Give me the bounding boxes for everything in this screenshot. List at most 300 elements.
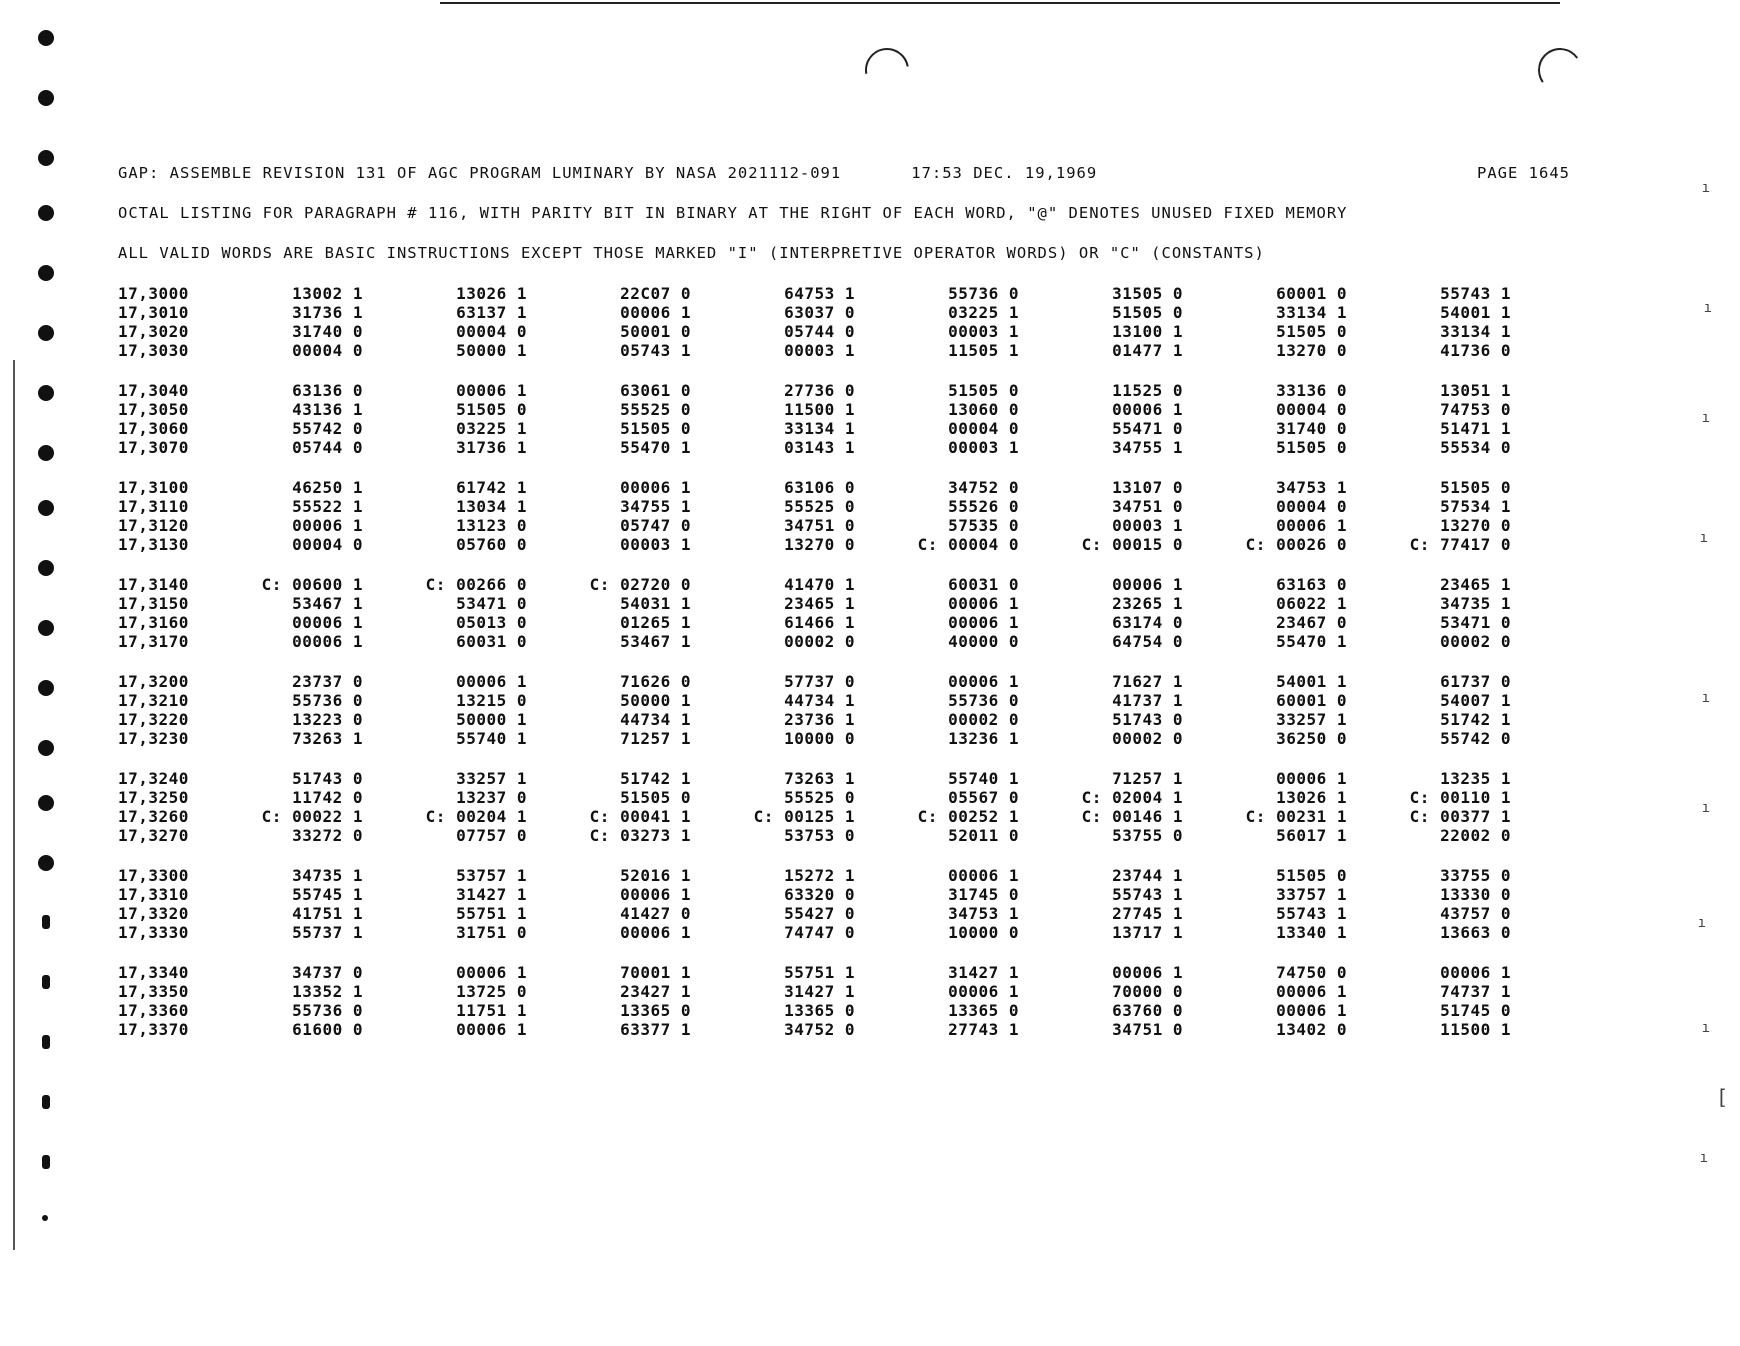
octal-word: 13215 0 [456,691,527,710]
octal-word: 01265 1 [620,613,691,632]
octal-word: 23465 1 [1440,575,1511,594]
octal-word: 00006 1 [1276,516,1347,535]
octal-word: 05760 0 [456,535,527,554]
octal-word: 63137 1 [456,303,527,322]
octal-word: 41751 1 [292,904,363,923]
octal-word: 23744 1 [1112,866,1183,885]
octal-word: 13034 1 [456,497,527,516]
octal-word: 27745 1 [1112,904,1183,923]
octal-word: 00006 1 [292,516,363,535]
listing-row [118,788,1511,807]
listing-row [118,904,1511,923]
octal-word: 55471 0 [1112,419,1183,438]
octal-word: 46250 1 [292,478,363,497]
octal-word: 43757 0 [1440,904,1511,923]
octal-word: 64754 0 [1112,632,1183,651]
octal-word: 27736 0 [784,381,855,400]
octal-word: 00004 0 [456,322,527,341]
octal-word: 13663 0 [1440,923,1511,942]
octal-word: 52016 1 [620,866,691,885]
listing-row [118,691,1511,710]
octal-word: 11525 0 [1112,381,1183,400]
listing-block [118,963,1511,1039]
punch-hole [38,795,54,811]
punch-hole [42,1155,50,1169]
octal-word: 55751 1 [456,904,527,923]
octal-word: 00006 1 [1112,575,1183,594]
assembly-timestamp: 17:53 DEC. 19,1969 [911,164,1098,182]
header-line-2 [118,204,1570,244]
octal-word: 31751 0 [456,923,527,942]
octal-word: 00006 1 [620,885,691,904]
address: 17,3150 [118,594,189,613]
octal-word: 10000 0 [784,729,855,748]
octal-word: 74750 0 [1276,963,1347,982]
octal-word: 11505 1 [948,341,1019,360]
octal-word: 44734 1 [620,710,691,729]
octal-word: 00006 1 [292,632,363,651]
octal-word: 34752 0 [948,478,1019,497]
octal-word: 34755 1 [620,497,691,516]
octal-word: 61466 1 [784,613,855,632]
listing-row [118,594,1511,613]
octal-word: 55743 1 [1276,904,1347,923]
octal-word: 00004 0 [948,419,1019,438]
listing-block [118,866,1511,942]
octal-word: 23736 1 [784,710,855,729]
octal-word: 55736 0 [948,284,1019,303]
address: 17,3210 [118,691,189,710]
octal-word: 33136 0 [1276,381,1347,400]
address: 17,3310 [118,885,189,904]
octal-word: 05744 0 [784,322,855,341]
punch-hole [38,265,54,281]
listing-block [118,575,1511,651]
octal-word: 31745 0 [948,885,1019,904]
octal-word: 00006 1 [1112,400,1183,419]
octal-word: 13026 1 [456,284,527,303]
octal-word: 60001 0 [1276,691,1347,710]
octal-word: C: 00204 1 [425,807,527,826]
octal-word: 13235 1 [1440,769,1511,788]
listing-row [118,322,1511,341]
octal-word: 34735 1 [1440,594,1511,613]
listing-header [118,164,1570,284]
punch-holes [38,30,58,1340]
listing-row [118,1001,1511,1020]
octal-word: 34752 0 [784,1020,855,1039]
octal-word: 70000 0 [1112,982,1183,1001]
octal-word: 52011 0 [948,826,1019,845]
listing-block [118,478,1511,554]
listing-row [118,769,1511,788]
octal-word: 61742 1 [456,478,527,497]
octal-word: 00004 0 [1276,400,1347,419]
octal-word: C: 02720 0 [589,575,691,594]
octal-word: 33757 1 [1276,885,1347,904]
octal-word: 51743 0 [1112,710,1183,729]
octal-word: 31736 1 [456,438,527,457]
octal-word: 23467 0 [1276,613,1347,632]
octal-word: 23427 1 [620,982,691,1001]
octal-word: 74747 0 [784,923,855,942]
octal-word: 13365 0 [620,1001,691,1020]
octal-word: C: 00266 0 [425,575,527,594]
octal-word: 51505 0 [1276,322,1347,341]
address: 17,3370 [118,1020,189,1039]
listing-row [118,866,1511,885]
listing-row [118,826,1511,845]
listing-row [118,303,1511,322]
octal-word: C: 00041 1 [589,807,691,826]
octal-word: 34753 1 [948,904,1019,923]
listing-row [118,632,1511,651]
octal-word: C: 00600 1 [261,575,363,594]
address: 17,3340 [118,963,189,982]
octal-word: 51505 0 [620,788,691,807]
octal-word: 53753 0 [784,826,855,845]
octal-word: 13100 1 [1112,322,1183,341]
listing-row [118,672,1511,691]
octal-word: 55526 0 [948,497,1019,516]
octal-word: 55525 0 [620,400,691,419]
octal-word: 00006 1 [456,963,527,982]
octal-word: 13107 0 [1112,478,1183,497]
page-number: PAGE 1645 [1477,164,1570,182]
punch-hole [38,855,54,871]
octal-word: 51505 0 [1276,438,1347,457]
octal-word: 05013 0 [456,613,527,632]
address: 17,3350 [118,982,189,1001]
octal-word: 13123 0 [456,516,527,535]
octal-word: 13060 0 [948,400,1019,419]
octal-word: 31736 1 [292,303,363,322]
octal-word: 71626 0 [620,672,691,691]
octal-word: 71627 1 [1112,672,1183,691]
octal-word: 00004 0 [292,535,363,554]
octal-word: 13365 0 [784,1001,855,1020]
octal-word: 34755 1 [1112,438,1183,457]
punch-hole [42,915,50,929]
address: 17,3060 [118,419,189,438]
octal-word: 00002 0 [1440,632,1511,651]
address: 17,3170 [118,632,189,651]
octal-word: 54001 1 [1440,303,1511,322]
octal-word: 13270 0 [1276,341,1347,360]
octal-word: 55427 0 [784,904,855,923]
listing-row [118,497,1511,516]
punch-hole [42,1215,48,1221]
left-margin-rule [13,360,15,1250]
octal-word: 00006 1 [620,478,691,497]
octal-word: 41736 0 [1440,341,1511,360]
octal-word: 55525 0 [784,497,855,516]
top-rule [440,2,1560,4]
header-line-1 [118,164,1570,204]
octal-word: 55736 0 [948,691,1019,710]
scan-mark [1535,45,1586,96]
octal-word: 05743 1 [620,341,691,360]
octal-word: 00003 1 [620,535,691,554]
octal-word: 00006 1 [1276,1001,1347,1020]
listing-row [118,1020,1511,1039]
address: 17,3320 [118,904,189,923]
octal-word: 55522 1 [292,497,363,516]
octal-word: 53757 1 [456,866,527,885]
listing-row [118,613,1511,632]
octal-word: 33134 1 [1440,322,1511,341]
octal-word: C: 03273 1 [589,826,691,845]
octal-word: 11751 1 [456,1001,527,1020]
octal-word: 60031 0 [948,575,1019,594]
octal-word: C: 00125 1 [753,807,855,826]
octal-word: 00006 1 [948,982,1019,1001]
octal-word: 13270 0 [1440,516,1511,535]
octal-word: 00002 0 [1112,729,1183,748]
octal-word: 51745 0 [1440,1001,1511,1020]
octal-word: 51505 0 [1112,303,1183,322]
octal-word: 34735 1 [292,866,363,885]
address: 17,3000 [118,284,189,303]
octal-word: 11500 1 [784,400,855,419]
header-line-3 [118,244,1570,284]
octal-word: 63377 1 [620,1020,691,1039]
octal-word: 63037 0 [784,303,855,322]
octal-word: 00006 1 [456,672,527,691]
octal-word: 34751 0 [1112,497,1183,516]
octal-word: 01477 1 [1112,341,1183,360]
address: 17,3030 [118,341,189,360]
octal-word: 23265 1 [1112,594,1183,613]
listing-row [118,478,1511,497]
octal-word: 61737 0 [1440,672,1511,691]
octal-word: 50001 0 [620,322,691,341]
octal-word: 70001 1 [620,963,691,982]
listing-legend: ALL VALID WORDS ARE BASIC INSTRUCTIONS EXCEPT THOSE MARKED "I" (INTERPRETIVE OPERATOR WORDS) OR "C" (CONSTANTS) [118,244,1265,262]
address: 17,3110 [118,497,189,516]
octal-word: 23737 0 [292,672,363,691]
octal-word: 51505 0 [948,381,1019,400]
octal-word: 22002 0 [1440,826,1511,845]
octal-word: C: 00231 1 [1245,807,1347,826]
address: 17,3020 [118,322,189,341]
octal-word: 74753 0 [1440,400,1511,419]
octal-word: 51505 0 [456,400,527,419]
octal-word: 13236 1 [948,729,1019,748]
octal-word: 51743 0 [292,769,363,788]
octal-word: 13051 1 [1440,381,1511,400]
octal-word: C: 77417 0 [1409,535,1511,554]
octal-word: 00006 1 [1276,982,1347,1001]
octal-word: 44734 1 [784,691,855,710]
octal-word: 63760 0 [1112,1001,1183,1020]
octal-word: 34751 0 [784,516,855,535]
listing-block [118,769,1511,845]
octal-word: 13717 1 [1112,923,1183,942]
octal-word: 15272 1 [784,866,855,885]
octal-word: 53755 0 [1112,826,1183,845]
address: 17,3300 [118,866,189,885]
octal-word: 11742 0 [292,788,363,807]
octal-word: 55740 1 [456,729,527,748]
octal-word: C: 00026 0 [1245,535,1347,554]
octal-word: 55525 0 [784,788,855,807]
octal-word: 33272 0 [292,826,363,845]
octal-word: C: 00004 0 [917,535,1019,554]
listing-row [118,923,1511,942]
listing-row [118,729,1511,748]
octal-word: 33134 1 [784,419,855,438]
octal-word: C: 00252 1 [917,807,1019,826]
octal-word: 55745 1 [292,885,363,904]
octal-word: 00006 1 [1112,963,1183,982]
octal-word: 31427 1 [784,982,855,1001]
octal-word: C: 00377 1 [1409,807,1511,826]
octal-word: 00006 1 [1276,769,1347,788]
octal-word: 13725 0 [456,982,527,1001]
octal-word: 73263 1 [292,729,363,748]
octal-word: 13330 0 [1440,885,1511,904]
octal-word: 60001 0 [1276,284,1347,303]
address: 17,3240 [118,769,189,788]
octal-word: 13340 1 [1276,923,1347,942]
octal-word: 53467 1 [292,594,363,613]
octal-word: 54001 1 [1276,672,1347,691]
address: 17,3270 [118,826,189,845]
octal-word: 63163 0 [1276,575,1347,594]
octal-word: 00006 1 [948,613,1019,632]
octal-word: 51505 0 [620,419,691,438]
octal-word: 13352 1 [292,982,363,1001]
address: 17,3050 [118,400,189,419]
octal-word: 00006 1 [620,923,691,942]
octal-word: 00003 1 [784,341,855,360]
octal-word: 55470 1 [620,438,691,457]
listing-row [118,381,1511,400]
octal-word: 23465 1 [784,594,855,613]
octal-word: 57534 1 [1440,497,1511,516]
octal-word: 33134 1 [1276,303,1347,322]
octal-word: C: 02004 1 [1081,788,1183,807]
punch-hole [38,385,54,401]
address: 17,3130 [118,535,189,554]
octal-word: 64753 1 [784,284,855,303]
octal-word: 51742 1 [1440,710,1511,729]
octal-listing [118,284,1511,1060]
octal-word: 63106 0 [784,478,855,497]
octal-word: 51505 0 [1276,866,1347,885]
octal-word: 71257 1 [620,729,691,748]
octal-word: 00006 1 [948,594,1019,613]
listing-block [118,381,1511,457]
address: 17,3260 [118,807,189,826]
octal-word: 55736 0 [292,1001,363,1020]
address: 17,3330 [118,923,189,942]
address: 17,3160 [118,613,189,632]
punch-hole [38,740,54,756]
octal-word: 33257 1 [1276,710,1347,729]
listing-row [118,284,1511,303]
listing-row [118,963,1511,982]
octal-word: 34751 0 [1112,1020,1183,1039]
listing-description: OCTAL LISTING FOR PARAGRAPH # 116, WITH PARITY BIT IN BINARY AT THE RIGHT OF EACH WORD, "@" DENOTES UNUSED FIXED MEMORY [118,204,1348,222]
octal-word: 13402 0 [1276,1020,1347,1039]
octal-word: 57535 0 [948,516,1019,535]
octal-word: 03225 1 [456,419,527,438]
octal-word: 06022 1 [1276,594,1347,613]
octal-word: 55743 1 [1112,885,1183,904]
octal-word: 41427 0 [620,904,691,923]
octal-word: 41737 1 [1112,691,1183,710]
octal-word: 13237 0 [456,788,527,807]
octal-word: 31505 0 [1112,284,1183,303]
listing-row [118,885,1511,904]
octal-word: 54031 1 [620,594,691,613]
punch-hole [38,445,54,461]
octal-word: 55740 1 [948,769,1019,788]
octal-word: 55737 1 [292,923,363,942]
punch-hole [38,500,54,516]
octal-word: 41470 1 [784,575,855,594]
octal-word: C: 00110 1 [1409,788,1511,807]
octal-word: 36250 0 [1276,729,1347,748]
octal-word: 10000 0 [948,923,1019,942]
listing-block [118,284,1511,360]
listing-row [118,710,1511,729]
octal-word: 00003 1 [1112,516,1183,535]
listing-row [118,438,1511,457]
octal-word: 55742 0 [1440,729,1511,748]
octal-word: 00004 0 [292,341,363,360]
octal-word: 74737 1 [1440,982,1511,1001]
octal-word: 31740 0 [1276,419,1347,438]
octal-word: 00004 0 [1276,497,1347,516]
octal-word: 63136 0 [292,381,363,400]
octal-word: 00006 1 [1440,963,1511,982]
scan-mark [856,39,917,100]
octal-word: 73263 1 [784,769,855,788]
octal-word: 00006 1 [456,381,527,400]
address: 17,3100 [118,478,189,497]
octal-word: 00006 1 [620,303,691,322]
octal-word: 22C07 0 [620,284,691,303]
octal-word: 55751 1 [784,963,855,982]
address: 17,3250 [118,788,189,807]
octal-word: 31427 1 [948,963,1019,982]
octal-word: 05567 0 [948,788,1019,807]
octal-word: 53467 1 [620,632,691,651]
address: 17,3070 [118,438,189,457]
punch-hole [38,90,54,106]
octal-word: 31740 0 [292,322,363,341]
listing-row [118,516,1511,535]
octal-word: 51742 1 [620,769,691,788]
punch-hole [38,560,54,576]
octal-word: 51505 0 [1440,478,1511,497]
octal-word: 27743 1 [948,1020,1019,1039]
octal-word: 00006 1 [292,613,363,632]
octal-word: 71257 1 [1112,769,1183,788]
octal-word: 55534 0 [1440,438,1511,457]
octal-word: 05747 0 [620,516,691,535]
listing-row [118,341,1511,360]
listing-row [118,400,1511,419]
octal-word: 00006 1 [948,866,1019,885]
address: 17,3120 [118,516,189,535]
octal-word: 55742 0 [292,419,363,438]
octal-word: 00002 0 [784,632,855,651]
octal-word: 51471 1 [1440,419,1511,438]
